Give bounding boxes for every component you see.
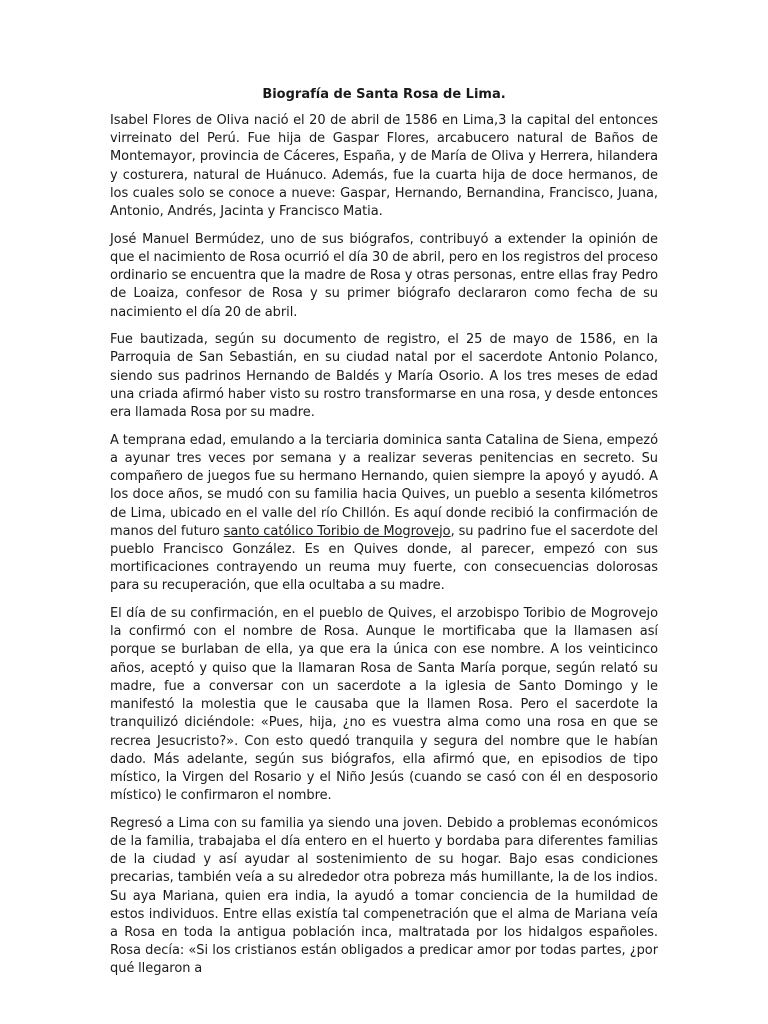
paragraph-3: Fue bautizada, según su documento de registro, el 25 de mayo de 1586, en la Parroquia de San Sebastián, en su ciudad natal por el sacerdote Antonio Polanco, siendo sus padrinos Hernando de Baldés y María Osorio. A los tres meses de edad una criada afirmó haber visto su rostro transformarse en una rosa, y desde entonces era llamada Rosa por su madre. [110, 332, 658, 421]
paragraph-6: Regresó a Lima con su familia ya siendo una joven. Debido a problemas económicos de la familia, trabajaba el día entero en el huerto y bordaba para diferentes familias de la ciudad y así ayudar al sostenimiento de su hogar. Bajo esas condiciones precarias, también veía a su alrededor otra pobreza más humillante, la de los indios. Su aya Mariana, quien era india, la ayudó a tomar conciencia de la humildad de estos individuos. Entre ellas existía tal compenetración que el alma de Mariana veía a Rosa en toda la antigua población inca, maltratada por los hidalgos españoles. Rosa decía: «Si los cristianos están obligados a predicar amor por todas partes, ¿por qué llegaron a [110, 815, 658, 977]
paragraph-1: Isabel Flores de Oliva nació el 20 de abril de 1586 en Lima,3 la capital del entonces virreinato del Perú. Fue hija de Gaspar Flores, arcabucero natural de Baños de Montemayor, provincia de Cáceres, España, y de María de Oliva y Herrera, hilandera y costurera, natural de Huánuco. Además, fue la cuarta hija de doce hermanos, de los cuales solo se conoce a nueve: Gaspar, Hernando, Bernandina, Francisco, Juana, Antonio, Andrés, Jacinta y Francisco Matia. [110, 113, 658, 220]
paragraph-5: El día de su confirmación, en el pueblo de Quives, el arzobispo Toribio de Mogrovejo la confirmó con el nombre de Rosa. Aunque le mortificaba que la llamasen así porque se burlaban de ella, ya que era la única con ese nombre. A los veinticinco años, aceptó y quiso que la llamaran Rosa de Santa María porque, según relató su madre, fue a conversar con un sacerdote a la iglesia de Santo Domingo y le manifestó la molestia que le causaba que la llamen Rosa. Pero el sacerdote la tranquilizó diciéndole: «Pues, hija, ¿no es vuestra alma como una rosa en que se recrea Jesucristo?». Con esto quedó tranquila y segura del nombre que le habían dado. Más adelante, según sus biógrafos, ella afirmó que, en episodios de tipo místico, la Virgen del Rosario y el Niño Jesús (cuando se casó con él en desposorio místico) le confirmaron el nombre. [110, 606, 658, 804]
toribio-link[interactable]: santo católico Toribio de Mogrovejo [223, 523, 451, 539]
document-title: Biografía de Santa Rosa de Lima. [262, 87, 506, 102]
document-page [110, 86, 658, 988]
paragraph-4 [110, 432, 658, 596]
paragraph-4-text-before: A temprana edad, emulando a la terciaria dominica santa Catalina de Siena, empezó a ayunar tres veces por semana y a realizar severas penitencias en secreto. Su compañero de juegos fue su hermano Hernando, quien siempre la apoyó y ayudó. A los doce años, se mudó con su familia hacia Quives, un pueblo a sesenta kilómetros de Lima, ubicado en el valle del río Chillón. Es aquí donde recibió la confirmación de manos del futuro [110, 432, 658, 539]
paragraph-4-text-after: , su padrino fue el sacerdote del pueblo Francisco González. Es en Quives donde, al parecer, empezó con sus mortificaciones contrayendo un reuma muy fuerte, con consecuencias dolorosas para su recuperación, que ella ocultaba a su madre. [110, 523, 658, 594]
paragraph-2: José Manuel Bermúdez, uno de sus biógrafos, contribuyó a extender la opinión de que el nacimiento de Rosa ocurrió el día 30 de abril, pero en los registros del proceso ordinario se encuentra que la madre de Rosa y otras personas, entre ellas fray Pedro de Loaiza, confesor de Rosa y su primer biógrafo declararon como fecha de su nacimiento el día 20 de abril. [110, 231, 658, 320]
